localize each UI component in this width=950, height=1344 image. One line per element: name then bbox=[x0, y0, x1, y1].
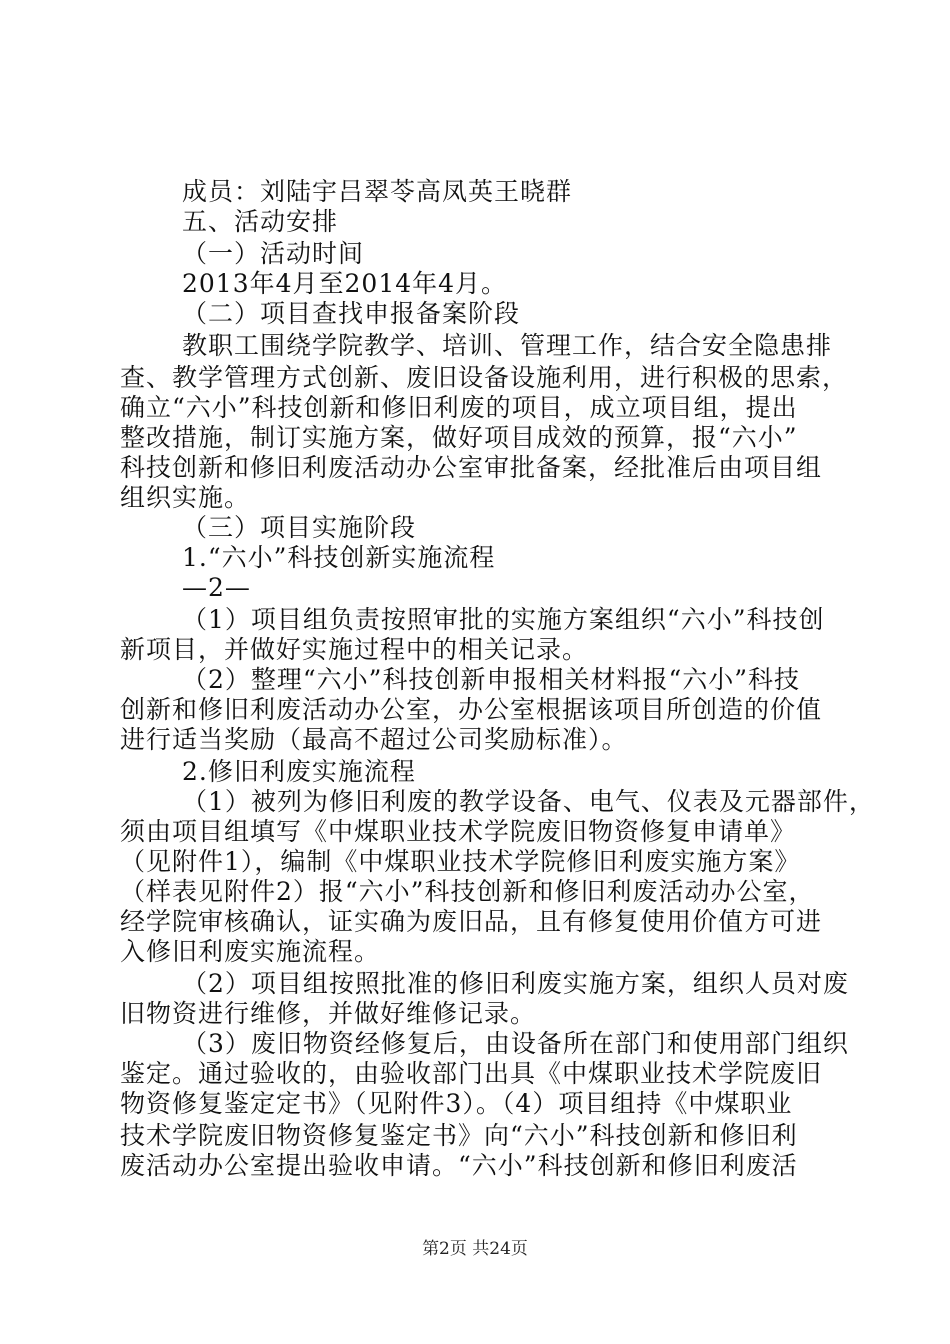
text-line: 教职工围绕学院教学、培训、管理工作，结合安全隐患排 bbox=[182, 331, 833, 360]
text-line: 鉴定。通过验收的，由验收部门出具《中煤职业技术学院废旧 bbox=[120, 1059, 823, 1088]
text-line: （3）废旧物资经修复后，由设备所在部门和使用部门组织 bbox=[182, 1029, 849, 1058]
subsection-heading: 2.修旧利废实施流程 bbox=[182, 757, 416, 786]
text-line: 须由项目组填写《中煤职业技术学院废旧物资修复申请单》 bbox=[120, 817, 797, 846]
text-line: 创新和修旧利废活动办公室，办公室根据该项目所创造的价值 bbox=[120, 695, 823, 724]
text-line: 废活动办公室提出验收申请。“六小”科技创新和修旧利废活 bbox=[120, 1151, 798, 1180]
text-line: 旧物资进行维修，并做好维修记录。 bbox=[120, 999, 537, 1028]
text-line: （2）项目组按照批准的修旧利废实施方案，组织人员对废 bbox=[182, 969, 849, 998]
text-line: （样表见附件2）报“六小”科技创新和修旧利废活动办公室， bbox=[120, 877, 815, 906]
section-heading: 五、活动安排 bbox=[182, 207, 339, 236]
text-line: 2013年4月至2014年4月。 bbox=[182, 269, 508, 298]
subsection-heading: 1.“六小”科技创新实施流程 bbox=[182, 543, 496, 572]
page-footer: 第2页 共24页 bbox=[422, 1239, 528, 1259]
text-line: 入修旧利废实施流程。 bbox=[120, 937, 381, 966]
text-line: 组织实施。 bbox=[120, 483, 251, 512]
text-line: （2）整理“六小”科技创新申报相关材料报“六小”科技 bbox=[182, 665, 801, 694]
text-line: （1）被列为修旧利废的教学设备、电气、仪表及元器部件， bbox=[182, 787, 875, 816]
text-line: （1）项目组负责按照审批的实施方案组织“六小”科技创 bbox=[182, 605, 825, 634]
text-line: 确立“六小”科技创新和修旧利废的项目，成立项目组，提出 bbox=[120, 393, 798, 422]
text-line: 查、教学管理方式创新、废旧设备设施利用，进行积极的思索， bbox=[120, 363, 849, 392]
text-line: 成员：刘陆宇吕翠苓高凤英王晓群 bbox=[182, 177, 573, 206]
text-line: 经学院审核确认，证实确为废旧品，且有修复使用价值方可进 bbox=[120, 907, 823, 936]
text-line: 技术学院废旧物资修复鉴定书》向“六小”科技创新和修旧利 bbox=[120, 1121, 798, 1150]
text-line: 整改措施，制订实施方案，做好项目成效的预算，报“六小” bbox=[120, 423, 798, 452]
subsection-heading: （二）项目查找申报备案阶段 bbox=[182, 299, 521, 328]
text-line: 进行适当奖励（最高不超过公司奖励标准）。 bbox=[120, 725, 628, 754]
subsection-heading: （一）活动时间 bbox=[182, 239, 365, 268]
page-marker: —2— bbox=[182, 573, 251, 602]
subsection-heading: （三）项目实施阶段 bbox=[182, 513, 417, 542]
text-line: 物资修复鉴定定书》（见附件3）。（4）项目组持《中煤职业 bbox=[120, 1089, 793, 1118]
text-line: 新项目，并做好实施过程中的相关记录。 bbox=[120, 635, 589, 664]
text-line: （见附件1），编制《中煤职业技术学院修旧利废实施方案》 bbox=[120, 847, 801, 876]
text-line: 科技创新和修旧利废活动办公室审批备案，经批准后由项目组 bbox=[120, 453, 823, 482]
